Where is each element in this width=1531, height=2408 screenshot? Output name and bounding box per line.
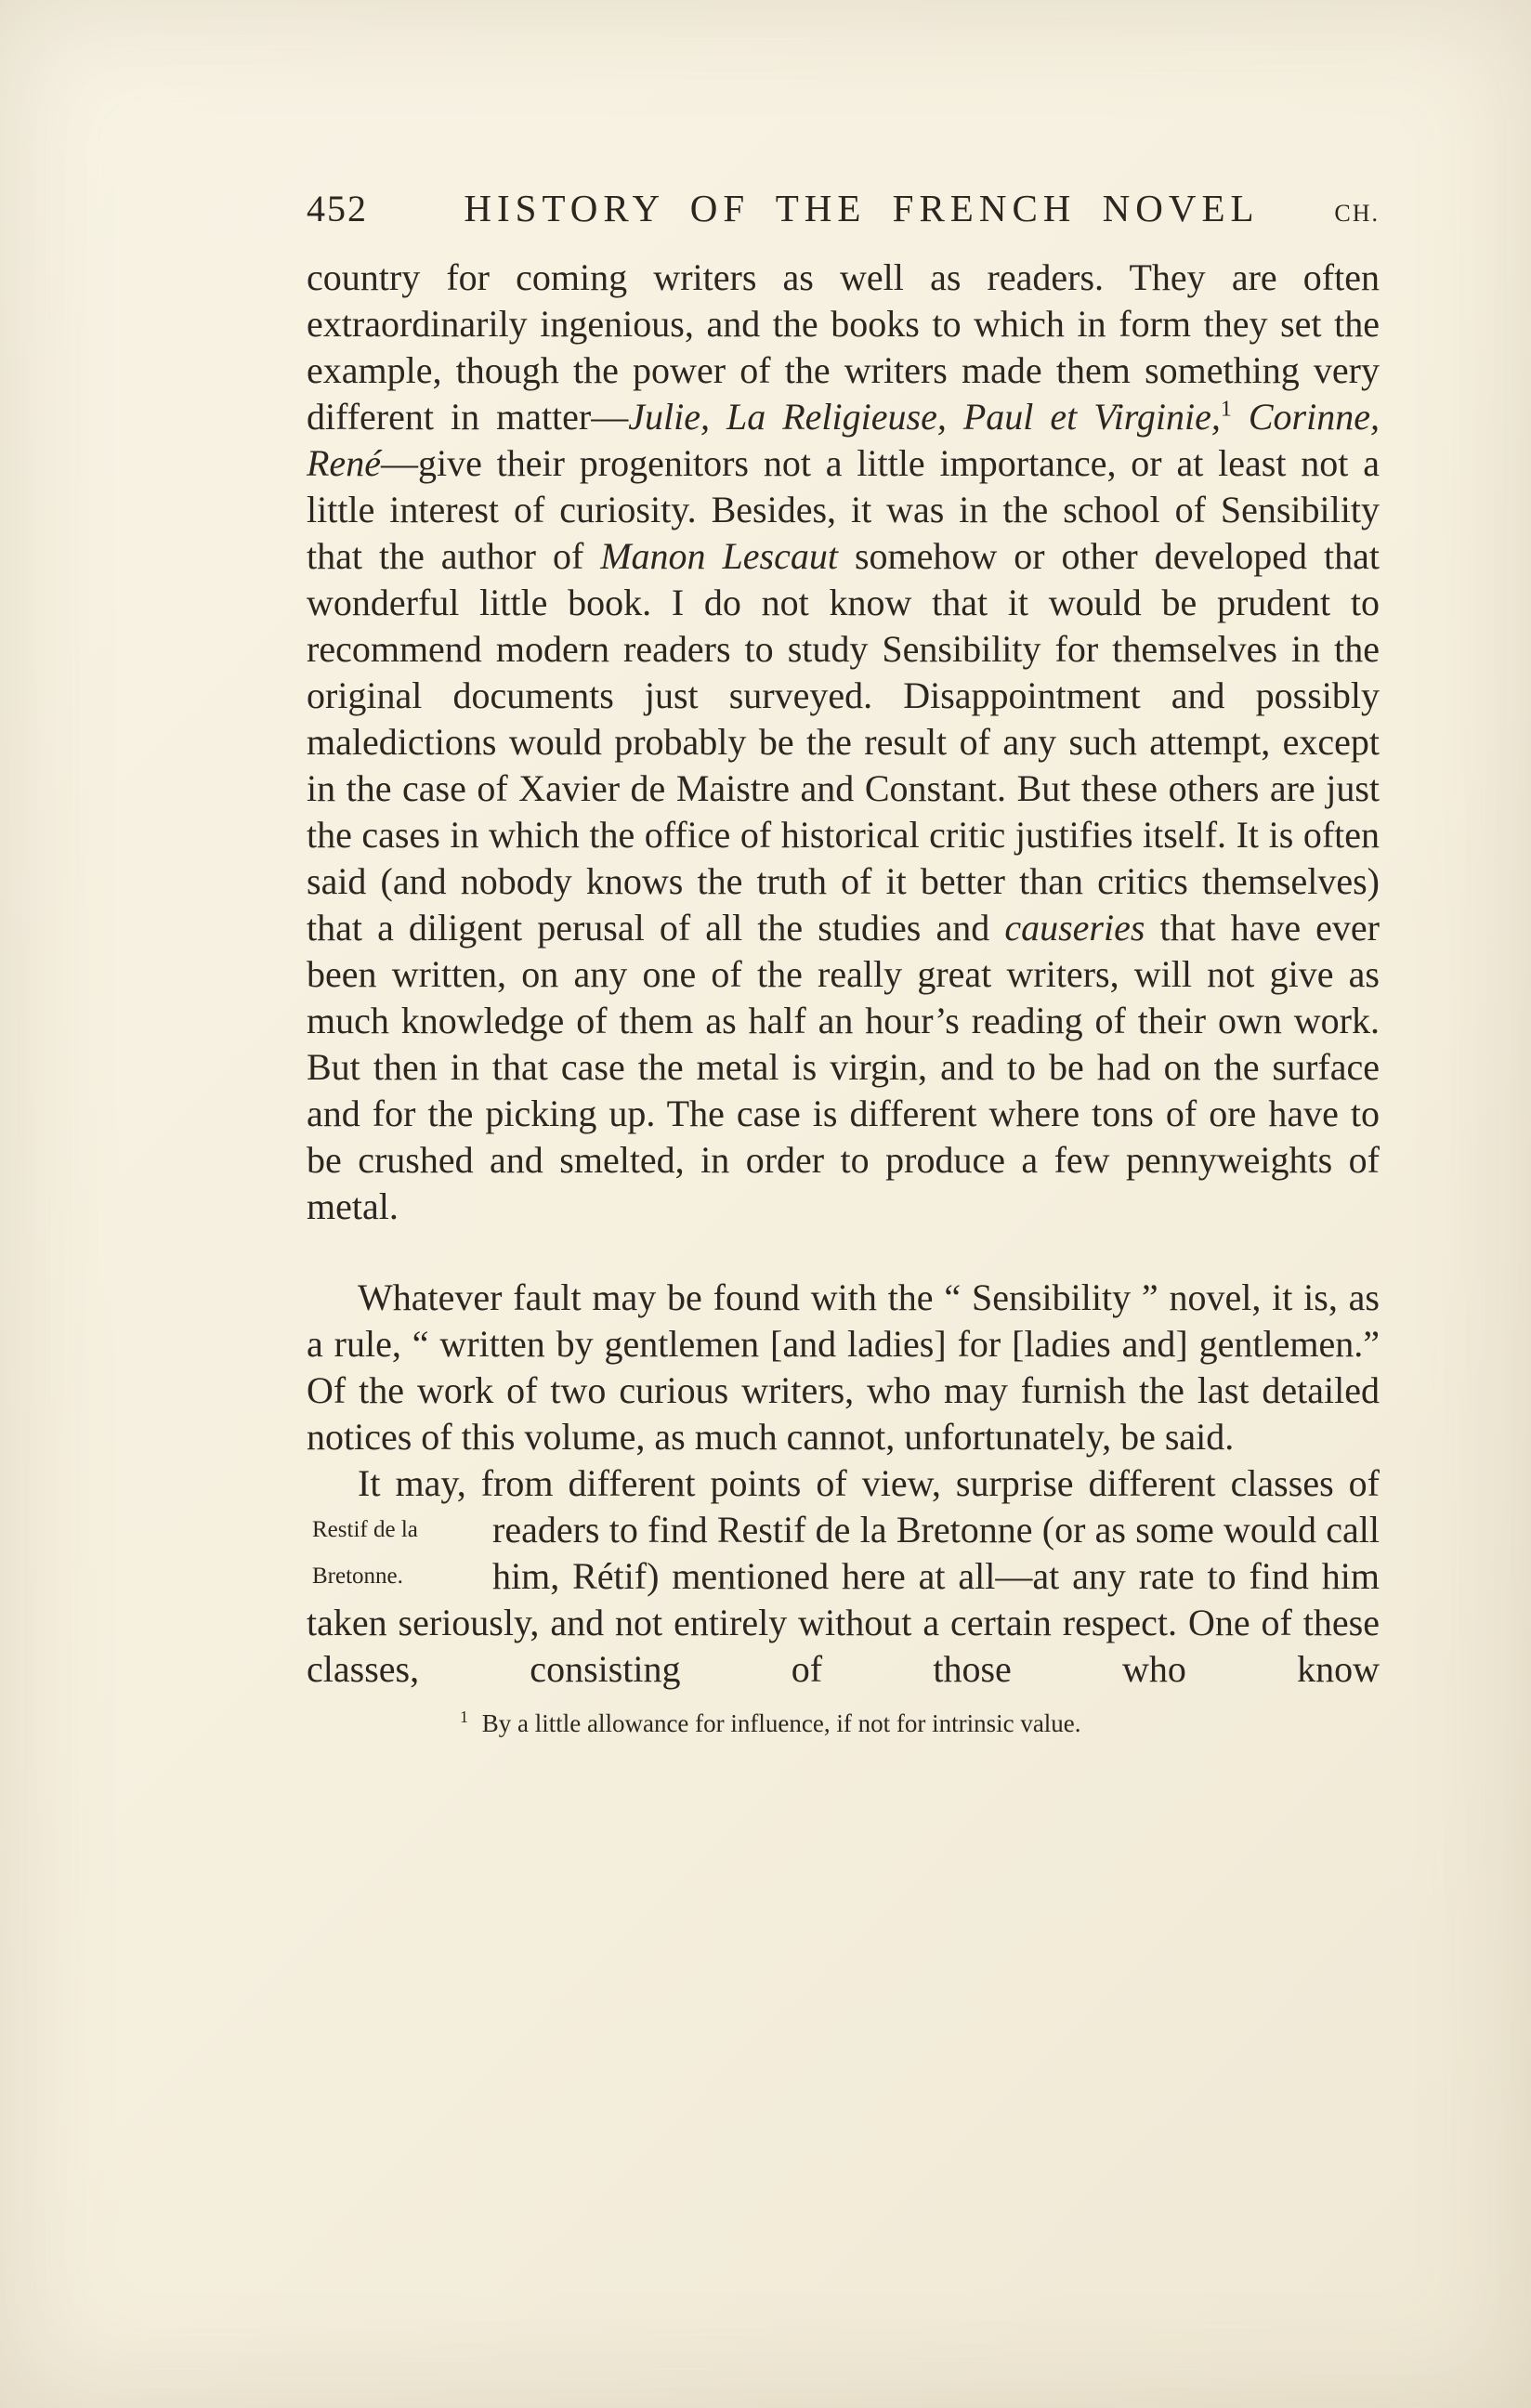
paragraph-1 — [307, 255, 1380, 1230]
italic-text: Manon Lescaut — [600, 535, 838, 577]
running-title: HISTORY OF THE FRENCH NOVEL — [464, 187, 1260, 229]
text-segment: Whatever fault may be found with the “ Sensibility ” novel, it is, as a rule, “ written by gentlemen [and ladies] for [ladies and] gentlemen.” Of the work of two curious writers, who may furnish the last detailed notices of this volume, as much cannot, unfortunately, be said. — [307, 1276, 1380, 1458]
text-segment: It may, from different points of view, surprise different classes of readers to find Restif de la Bretonne (or — [358, 1462, 1380, 1551]
text-segment: somehow or other developed that wonderful little book. I do not know that it would be prudent to recommend modern readers to study Sensibility for themselves in the original documents just surveyed. Disappointment and possibly maledictions would probably be the result of any such attempt, except in the case of Xavier de Maistre and Constant. But these others are just the cases in which the office of historical critic justifies itself. It is often said (and nobody knows the truth of it better than critics themselves) that a diligent perusal of all the studies and — [307, 535, 1380, 949]
text-segment: that have ever been written, on any one of the really great writers, will not give as much knowledge of them as half an hour’s reading of their own work. But then in that case the metal is virgin, and to be had on the surface and for the picking up. The case is different where tons of ore have to be crushed and smelted, in order to produce a few pennyweights of metal. — [307, 907, 1381, 1227]
text-segment: as some would call him, Rétif) mentioned here at all—at any rate to find him taken seriously, and not entirely without a certain respect. One of these classes, consisting of those who know — [307, 1509, 1380, 1690]
paragraph-2 — [307, 1275, 1380, 1460]
page-body — [307, 255, 1380, 1739]
footnote — [460, 1708, 1380, 1739]
text-block — [307, 186, 1380, 1739]
marginal-note: Restif de la Bretonne. — [312, 1517, 418, 1589]
footnote-text: By a little allowance for influence, if not for intrinsic value. — [481, 1709, 1081, 1737]
paragraph-3 — [307, 1460, 1380, 1693]
text-segment: —give their progenitors not a little importance, or at least not a little interest of curiosity. Besides, it was in the school of Sensibility that the author of — [307, 442, 1380, 577]
italic-text: Julie, La Religieuse, Paul et Virginie, — [628, 396, 1221, 438]
page-header — [307, 186, 1380, 230]
page-number: 452 — [307, 188, 368, 229]
footnote-marker: 1 — [460, 1708, 468, 1726]
italic-text: causeries — [1004, 907, 1145, 949]
footnote-reference: 1 — [1220, 397, 1232, 422]
chapter-label: CH. — [1334, 200, 1380, 227]
text-segment: country for coming writers as well as readers. They are often extraordinarily ingenious, and the books to which in form they set the example, though the power of the writers made them something very different in matter— — [307, 256, 1380, 438]
italic-text: Corinne, René — [307, 396, 1380, 484]
